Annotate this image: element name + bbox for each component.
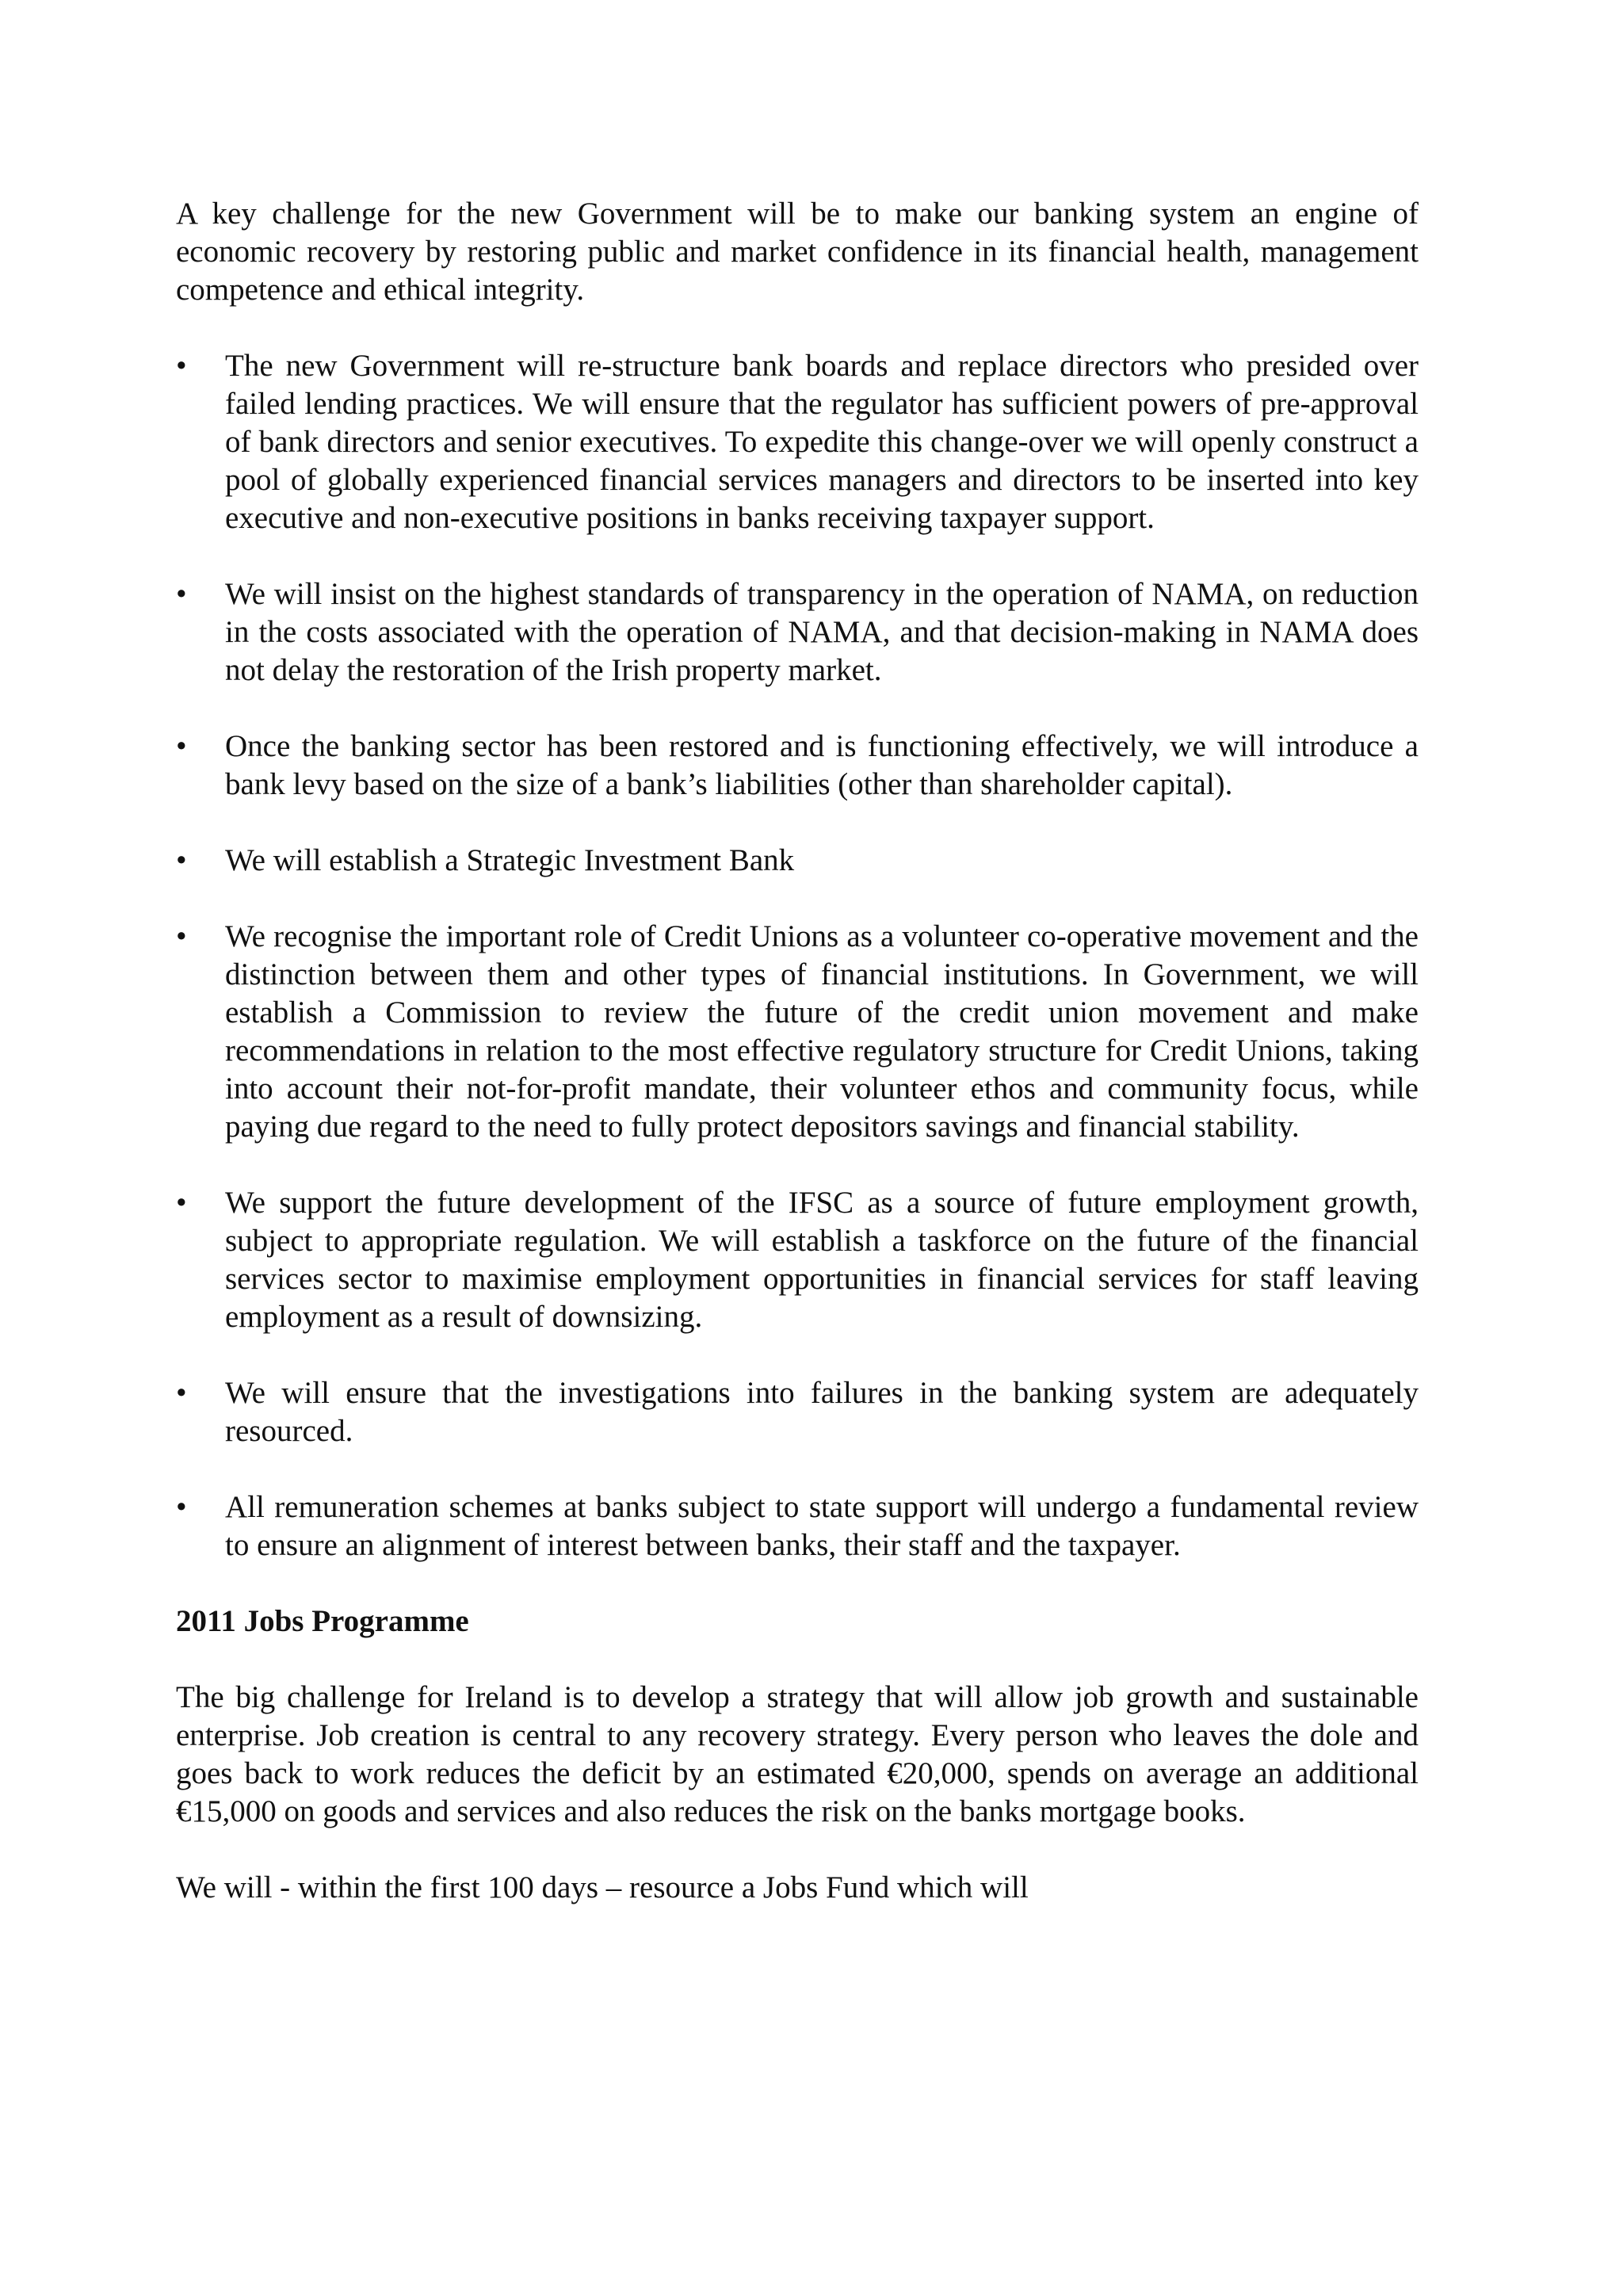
banking-commitments-list xyxy=(176,347,1419,1564)
bullet-icon: • xyxy=(176,843,187,877)
list-item xyxy=(176,1374,1419,1450)
document-page xyxy=(176,195,1419,1907)
intro-paragraph: A key challenge for the new Government will be to make our banking system an engine of economic recovery by restoring public and market confidence in its financial health, management competence and ethical integrity. xyxy=(176,197,1419,307)
bullet-icon: • xyxy=(176,577,187,611)
list-item-text: All remuneration schemes at banks subject to state support will undergo a fundamental review to ensure an alignment of interest between banks, their staff and the taxpayer. xyxy=(225,1490,1419,1562)
section-heading: 2011 Jobs Programme xyxy=(176,1604,469,1638)
list-item xyxy=(176,728,1419,804)
bullet-icon: • xyxy=(176,1186,187,1220)
list-item-text: We recognise the important role of Credit Unions as a volunteer co-operative movement and the distinction between them and other types of financial institutions. In Government, we will establish a Commission to review the future of the credit union movement and make recommendations in relation to the most effective regulatory structure for Credit Unions, taking into account their not-for-profit mandate, their volunteer ethos and community focus, while paying due regard to the need to fully protect depositors savings and financial stability. xyxy=(225,919,1419,1144)
list-item-text: We will insist on the highest standards of transparency in the operation of NAMA, on reduction in the costs associated with the operation of NAMA, and that decision-making in NAMA does not delay the restoration of the Irish property market. xyxy=(225,577,1419,687)
bullet-icon: • xyxy=(176,919,187,953)
list-item-text: The new Government will re-structure bank boards and replace directors who presided over failed lending practices. We will ensure that the regulator has sufficient powers of pre-approval of bank directors and senior executives. To expedite this change-over we will openly construct a pool of globally experienced financial services managers and directors to be inserted into key executive and non-executive positions in banks receiving taxpayer support. xyxy=(225,349,1419,535)
closing-line: We will - within the first 100 days – resource a Jobs Fund which will xyxy=(176,1870,1029,1904)
list-item-text: We will establish a Strategic Investment Bank xyxy=(225,843,795,877)
jobs-paragraph: The big challenge for Ireland is to develop a strategy that will allow job growth and sustainable enterprise. Job creation is central to any recovery strategy. Every person who leaves the dole and goes back to work reduces the deficit by an estimated €20,000, spends on average an additional €15,000 on goods and services and also reduces the risk on the banks mortgage books. xyxy=(176,1680,1419,1828)
list-item xyxy=(176,842,1419,880)
list-item-text: We will ensure that the investigations into failures in the banking system are adequately resourced. xyxy=(225,1376,1419,1448)
list-item-text: Once the banking sector has been restored and is functioning effectively, we will introduce a bank levy based on the size of a bank’s liabilities (other than shareholder capital). xyxy=(225,729,1419,801)
bullet-icon: • xyxy=(176,1490,187,1524)
list-item xyxy=(176,1184,1419,1336)
list-item xyxy=(176,347,1419,537)
list-item-text: We support the future development of the IFSC as a source of future employment growth, subject to appropriate regulation. We will establish a taskforce on the future of the financial services sector to maximise employment opportunities in financial services for staff leaving employment as a result of downsizing. xyxy=(225,1186,1419,1334)
list-item xyxy=(176,575,1419,690)
list-item xyxy=(176,918,1419,1146)
bullet-icon: • xyxy=(176,729,187,763)
bullet-icon: • xyxy=(176,1376,187,1410)
list-item xyxy=(176,1488,1419,1564)
bullet-icon: • xyxy=(176,349,187,383)
